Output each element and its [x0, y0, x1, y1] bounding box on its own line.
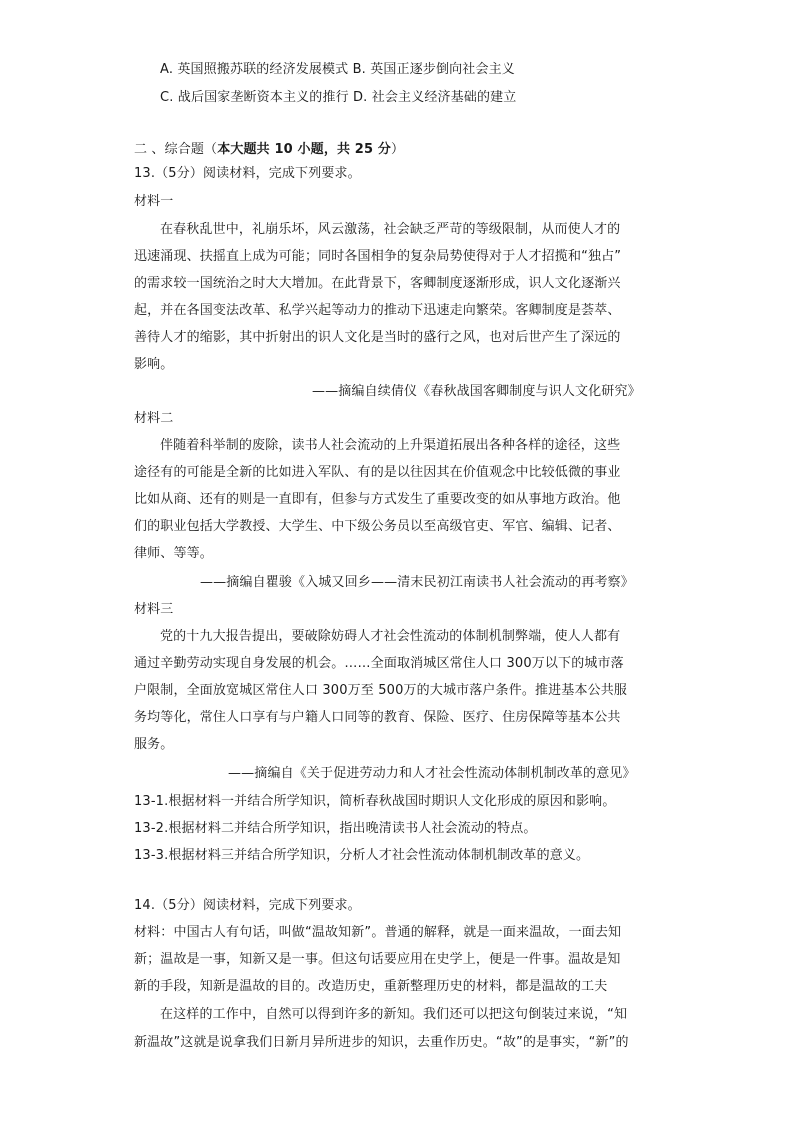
q13-header: 13.（5分）阅读材料，完成下列要求。 [134, 166, 361, 181]
q13-material1-line: 在春秋乱世中，礼崩乐坏，风云激荡，社会缺乏严苛的等级限制，从而使人才的 [160, 222, 621, 237]
q13-material2-line: 伴随着科举制的废除，读书人社会流动的上升渠道拓展出各种各样的途径，这些 [160, 438, 621, 453]
q13-material3-line: 务均等化，常住人口享有与户籍人口同等的教育、保险、医疗、住房保障等基本公共 [134, 710, 621, 725]
q13-material1-line: 影响。 [134, 357, 174, 372]
q13-material3-line: 服务。 [134, 737, 174, 752]
q13-material1-source: ——摘编自续倩仪《春秋战国客卿制度与识人文化研究》 [312, 384, 641, 399]
q14-material-line: 新的手段，知新是温故的目的。改造历史，重新整理历史的材料，都是温故的工夫 [134, 979, 608, 994]
q13-material1-line: 的需求较一国统治之时大大增加。在此背景下，客卿制度逐渐形成，识人文化逐渐兴 [134, 276, 621, 291]
q13-material3-line: 党的十九大报告提出，要破除妨碍人才社会性流动的体制机制弊端，使人人都有 [160, 629, 621, 644]
q13-material3-line: 通过辛勤劳动实现自身发展的机会。……全面取消城区常住人口 300万以下的城市落 [134, 656, 624, 671]
q13-material1-line: 迅速涌现、扶摇直上成为可能；同时各国相争的复杂局势使得对于人才招揽和“独占” [134, 249, 622, 264]
q13-subquestion: 13-3.根据材料三并结合所学知识，分析人才社会性流动体制机制改革的意义。 [134, 848, 590, 863]
q13-material1-line: 起，并在各国变法改革、私学兴起等动力的推动下迅速走向繁荣。客卿制度是荟萃、 [134, 303, 621, 318]
q13-material2-line: 们的职业包括大学教授、大学生、中下级公务员以至高级官吏、军官、编辑、记者、 [134, 519, 621, 534]
q13-material1-title: 材料一 [134, 194, 174, 209]
q13-subquestion: 13-1.根据材料一并结合所学知识，简析春秋战国时期识人文化形成的原因和影响。 [134, 794, 616, 809]
q13-material3-source: ——摘编自《关于促进劳动力和人才社会性流动体制机制改革的意见》 [228, 766, 636, 781]
q14-material-line: 材料：中国古人有句话，叫做“温故知新”。普通的解释，就是一面来温故，一面去知 [134, 925, 622, 940]
q14-material-line: 在这样的工作中，自然可以得到许多的新知。我们还可以把这句倒装过来说，“知 [160, 1007, 628, 1022]
option-line-ab: A. 英国照搬苏联的经济发展模式 B. 英国正逐步倒向社会主义 [160, 62, 515, 77]
q13-material2-line: 比如从商、还有的则是一直即有，但参与方式发生了重要改变的如从事地方政治。他 [134, 492, 621, 507]
q13-material3-title: 材料三 [134, 602, 174, 617]
q14-material-line: 新；温故是一事，知新又是一事。但这句话要应用在史学上，便是一件事。温故是知 [134, 952, 621, 967]
q13-material2-line: 途径有的可能是全新的比如进入军队、有的是以往因其在价值观念中比较低微的事业 [134, 465, 621, 480]
section-heading [134, 142, 404, 158]
q13-material2-title: 材料二 [134, 411, 174, 426]
option-line-cd: C. 战后国家垄断资本主义的推行 D. 社会主义经济基础的建立 [160, 90, 517, 105]
section-heading-suffix: ） [391, 142, 405, 157]
q14-material-line: 新温故”这就是说拿我们日新月异所进步的知识，去重作历史。“故”的是事实，“新”的 [134, 1035, 629, 1050]
q13-material2-line: 律师、等等。 [134, 546, 213, 561]
q13-material1-line: 善待人才的缩影，其中折射出的识人文化是当时的盛行之风，也对后世产生了深远的 [134, 330, 621, 345]
section-heading-prefix: 二 、综合题（ [134, 142, 218, 157]
section-heading-bold: 本大题共 10 小题，共 25 分 [217, 142, 392, 157]
q14-header: 14.（5分）阅读材料，完成下列要求。 [134, 898, 361, 913]
q13-material3-line: 户限制，全面放宽城区常住人口 300万至 500万的大城市落户条件。推进基本公共服 [134, 683, 628, 698]
q13-material2-source: ——摘编自瞿骏《入城又回乡——清末民初江南读书人社会流动的再考察》 [200, 575, 634, 590]
q13-subquestion: 13-2.根据材料二并结合所学知识，指出晚清读书人社会流动的特点。 [134, 821, 537, 836]
